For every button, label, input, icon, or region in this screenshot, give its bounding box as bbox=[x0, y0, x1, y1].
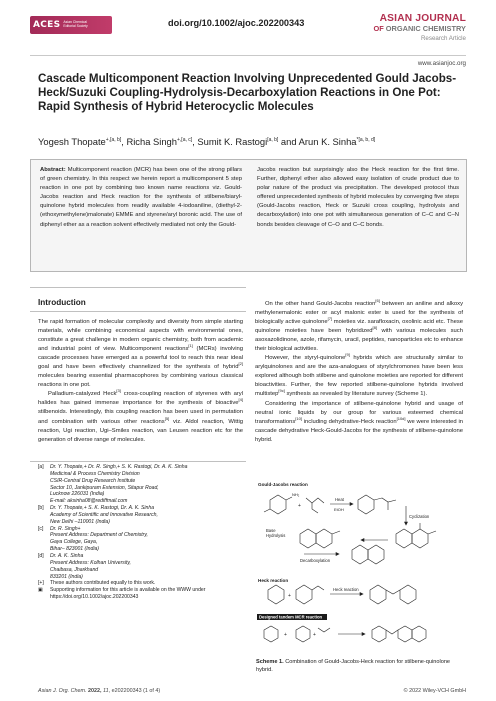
arrow-cyclization bbox=[405, 506, 408, 525]
body-paragraph: Palladium-catalyzed Heck[3] cross-coupling reaction of styrenes with aryl halides has gained immense importance for the synthesis of bioactive[4] stilbenoids. Interestingly, this coupling reaction has been used in permutation and combination with various other reactions[5] viz. Aldol reaction, Wittig reaction, Ugi reaction, Ugi–Smiles reaction, van Leusen reaction etc for the generation of diverse range of molecules. bbox=[38, 388, 243, 443]
author-affiliation-marker: +,[a, b] bbox=[105, 136, 122, 143]
hybrid-product-structure bbox=[372, 626, 426, 642]
journal-title-line2: OF ORGANIC CHEMISTRY bbox=[373, 24, 466, 33]
arrow-heat bbox=[330, 503, 353, 506]
base-hydrolysis-label: Base bbox=[266, 528, 276, 533]
emme-structure bbox=[306, 498, 324, 513]
author-affiliation-marker: +,[a, c] bbox=[177, 136, 193, 143]
journal-website-link[interactable]: www.asianjoc.org bbox=[417, 60, 466, 67]
body-left-column bbox=[38, 318, 243, 445]
scheme-1-caption: Scheme 1. Combination of Gould-Jacobs-Heck reaction for stilbene-quinolone hybrid. bbox=[256, 659, 451, 673]
plus-sign-1: + bbox=[298, 503, 301, 509]
arrow-decarboxylation bbox=[304, 553, 339, 556]
svg-text:Hydrolysis: Hydrolysis bbox=[266, 533, 286, 538]
intermediate-structure bbox=[358, 495, 396, 514]
arrow-heck bbox=[330, 593, 363, 596]
scheme-1-figure bbox=[256, 478, 464, 656]
body-paragraph: Considering the importance of stilbene-quinolone hybrid and usage of neutral ionic liquids by our group for various esteemed chemical transformations[10] including dehydrative-Heck reaction[10d] we were interested in cascade dehydrative Heck-Gould-Jacobs for the synthesis of stilbene-quinolone hybrid. bbox=[255, 400, 463, 443]
svg-text:+: + bbox=[288, 593, 291, 599]
affiliation-entry: ▣ Supporting information for this article is available on the WWW under https://doi.org/10.1002/ajoc.202200343 bbox=[38, 587, 206, 601]
scheme-heck-label: Heck reaction bbox=[258, 578, 289, 583]
header-divider bbox=[30, 55, 466, 56]
aces-logo-text: ACES bbox=[33, 20, 61, 30]
author-name[interactable]: Arun K. Sinha bbox=[298, 136, 357, 147]
decarboxylation-label: Decarboxylation bbox=[300, 558, 331, 563]
abstract-left-column: Abstract: Multicomponent reaction (MCR) has been one of the strong pillars of green chemistry. In this respect we herein report a multicomponent 5 step reaction in one pot by combining two known name reactions viz. Gould-Jacobs reaction and Heck reaction for the synthesis of stilbene/biaryl-quinolone hybrid molecules from readily available 4-iodoaniline, (diethyl-2-(ethoxymethylene)malonate) EMME and styrene/aryl boronic acid. The use of diphenyl ether as a reaction solvent effectively mediated not only the Gould- bbox=[40, 167, 242, 228]
article-type: Research Article bbox=[420, 35, 466, 42]
affiliation-entry: [a] Dr. Y. Thopate,+ Dr. R. Singh,+ S. K. Rastogi, Dr. A. K. Sinha Medicinal & Process Chemistry Division CSIR-Central Drug Research Institute Sector 10, Jankipuram Extension, Sitapur Road, Lucknow 226031 (India) E-mail: aksinha08@rediffmail.com bbox=[38, 464, 188, 505]
body-paragraph: The rapid formation of molecular complexity and diversity from simple starting materials, while combining economical aspects with environmental ones, constitute a great challenge in modern organic chemistry, both from academic and industrial point of view. Multicomponent reactions[1] (MCRs) involving cascade processes have emerged as a powerful tool to reach this near ideal goal and have been effectively channelized for the synthesis of hybrid[2] molecules bearing essential pharmacophores by combining various classical reactions in one pot. bbox=[38, 319, 243, 389]
affiliation-entry: [d] Dr. A. K. Sinha Present Address: Kolhan University, Chaibasa, Jharkhand 833201 (India) bbox=[38, 552, 131, 580]
acid-structure bbox=[300, 529, 340, 548]
arrow-mcr bbox=[338, 633, 365, 636]
affiliations-divider bbox=[30, 461, 246, 462]
author-name[interactable]: Yogesh Thopate bbox=[38, 136, 106, 147]
scheme-gj-label: Gould-Jacobs reaction bbox=[258, 482, 308, 487]
author-list: Yogesh Thopate$^{+,[a, b]}$, Richa Singh$^{+,[a, c]}$, Sumit K. Rastogi[a, b] and Arun K. Sinha$^{*[a, b, d]}$ bbox=[38, 136, 376, 147]
body-right-column bbox=[255, 300, 463, 445]
doi-link[interactable]: doi.org/10.1002/ajoc.202200343 bbox=[168, 18, 305, 28]
heck-arrow-label: Heck reaction bbox=[333, 587, 359, 592]
svg-text:+: + bbox=[284, 632, 287, 638]
footer-copyright: © 2022 Wiley-VCH GmbH bbox=[403, 688, 466, 694]
mcr-reactants-structure bbox=[264, 626, 330, 642]
author-affiliation-marker: [a, b] bbox=[267, 136, 279, 143]
journal-title-line1: ASIAN JOURNAL bbox=[379, 13, 466, 24]
quinolone-structure bbox=[352, 545, 384, 564]
cyclization-label: Cyclization bbox=[409, 514, 430, 519]
body-paragraph: On the other hand Gould-Jacobs reaction[6] between an aniline and alkoxy methylenemalonic ester or acyl malonic ester is used for the synthesis of biologically active quinolone[7] moieties viz. sarafloxacin, oxolinic acid etc. These quinolone moieties have been hybridized[8] with various molecules such asoxazolidinone, azole, rifamycin, uracil, peptides, nanoparticles etc to enhance their biological activities. bbox=[255, 298, 464, 353]
quinolone-ester-structure bbox=[396, 523, 436, 548]
author-affiliation-marker: *[a, b, d] bbox=[356, 136, 376, 143]
footer-citation: Asian J. Org. Chem. 2022, 11, e202200343 (1 of 4) bbox=[38, 688, 161, 694]
scheme-mcr-label: Designed tandem MCR reaction bbox=[259, 614, 323, 620]
page-header bbox=[30, 13, 466, 67]
journal-logo bbox=[373, 14, 466, 44]
section-divider-top bbox=[30, 287, 246, 288]
aces-logo[interactable] bbox=[30, 16, 112, 34]
author-name[interactable]: Sumit K. Rastogi bbox=[197, 136, 268, 147]
arrow-hydrolysis bbox=[361, 539, 388, 542]
article-title: Cascade Multicomponent Reaction Involving Unprecedented Gould Jacobs-Heck/Suzuki Coupling-Hydrolysis-Decarboxylation Reactions in One Pot: Rapid Synthesis of Hybrid Heterocyclic Molecules bbox=[38, 72, 457, 114]
affiliation-entry: [+] These authors contributed equally to this work. bbox=[38, 580, 156, 587]
abstract-right-column: Jacobs reaction but surprisingly also the Heck reaction for the first time. Further, diphenyl ether also allowed easy isolation of crude product due to polar nature of the product via precipitation. The developed protocol thus offered unprecedented synthesis of hybrid molecules by converging five steps (Gould-Jacobs reaction, Heck or Suzuki cross coupling, hydrolysis and decarboxylation) into one pot with simultaneous generation of C–C and C–N bonds besides cleavage of C–O and C–C bonds. bbox=[257, 167, 459, 228]
intro-heading: Introduction bbox=[38, 298, 86, 307]
author-name[interactable]: Richa Singh bbox=[126, 136, 177, 147]
etoh-label: EtOH bbox=[334, 507, 344, 512]
body-paragraph: However, the styryl-quinolone[9] hybrids which are structurally similar to arylquinolones and are the aza-analogues of styrylchromones have been less explored although both stilbene and quinolone moieties are reported for different bioactivities. Further, the few reported stilbene-quinolone hybrids involved multistep[9c] synthesis as revealed by literature survey (Scheme 1). bbox=[255, 352, 463, 398]
heat-label: Heat bbox=[335, 497, 344, 502]
abstract-box bbox=[30, 159, 467, 272]
affiliation-entry: [c] Dr. R. Singh+ Present Address: Department of Chemistry, Gaya College, Gaya, Bihar– 823001 (India) bbox=[38, 525, 148, 553]
heck-aryl-structure bbox=[268, 585, 284, 604]
page-footer bbox=[38, 688, 466, 694]
section-divider-bottom bbox=[30, 311, 246, 312]
affiliations bbox=[38, 464, 243, 601]
stilbene-structure bbox=[370, 585, 416, 604]
aniline-structure bbox=[264, 495, 292, 514]
aces-logo-subtext: Asian Chemical Editorial Society bbox=[63, 20, 88, 28]
svg-text:+: + bbox=[313, 632, 316, 638]
nh2-label: NH₂ bbox=[292, 492, 300, 497]
affiliation-entry: [b] Dr. Y. Thopate,+ S. K. Rastogi, Dr. A. K. Sinha Academy of Scientific and Innovative Research, New Delhi –110001 (India) bbox=[38, 505, 158, 525]
styrene-structure bbox=[296, 585, 324, 604]
